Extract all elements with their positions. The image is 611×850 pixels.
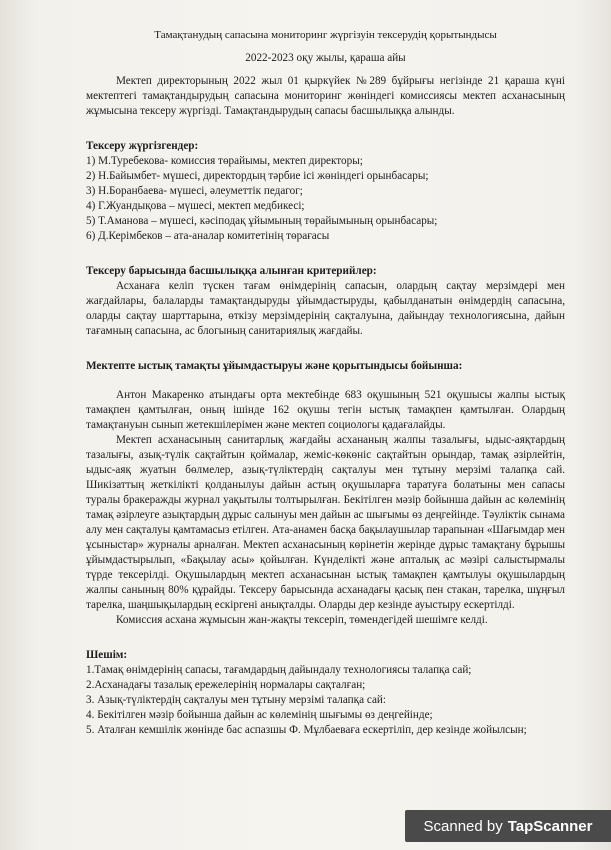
inspector-item: 6) Д.Керімбеков – ата-аналар комитетінің төрағасы	[86, 230, 330, 242]
sanitary-paragraph: Мектеп асханасының санитарлық жағдайы асхананың жалпы тазалығы, ыдыс-аяқтардың тазалығы, азық-түлік сақтайтын қоймалар, жеміс-көкөніс сақтайтын орындар, тамақ әзірлейтін, ыдыс-аяқ жуатын бөлмелер, азық-түліктердің сақталуы мен тұтыну мерзімі талапқа сай. Шикізаттың жеткілікті қолданылуы дайын астың оқушыларға таратуға болатыны мен сапасы туралы бракеражды журнал уақытылы толтырылған. Бекітілген мәзір бойынша дайын ас көлемінің тамақ әзірлеуге азықтардың дұрыс салынуы мен дайын ас шығымы өз деңгейінде. Тәуліктік сынама алу мен сақталуы қамтамасыз етілген. Ата-анамен басқа бақылаушылар тарапынан «Шағымдар мен ұсыныстар» журналы арналған. Мектеп асханасының көрінетін жерінде дұрыс тамақтану бұрышы ұйымдастырылып, «Бақылау асы» қойылған. Күнделікті және апталық ас мәзірі салыстырмалы түрде тексерілді. Оқушылардың мектеп асханасынан ыстық тамақпен қамтылуы оқушылардың жалпы санының 80% құрайды. Тексеру барысында асханадағы қасық пен стакан, тарелка, шұңғыл тарелка, шаңшықылардың ескіргені анықталды. Оларды дер кезінде ауыстыру ескертілді.	[86, 434, 565, 611]
decision-list	[86, 663, 565, 738]
decision-item: 5. Аталған кемшілік жөнінде бас аспазшы Ф. Мұлбаеваға ескертіліп, дер кезінде жойылсын;	[86, 724, 527, 736]
decision-item: 4. Бекітілген мәзір бойынша дайын ас көлемінің шығымы өз деңгейінде;	[86, 709, 433, 721]
decision-item: 2.Асханадағы тазалық ережелерінің нормалары сақталған;	[86, 679, 366, 691]
document-title: Тамақтанудың сапасына мониторинг жүргізуін тексерудің қорытындысы	[154, 29, 497, 41]
watermark-brand: TapScanner	[507, 817, 593, 835]
inspector-item: 2) Н.Байымбет- мүшесі, директордың тәрбие ісі жөніндегі орынбасары;	[86, 170, 429, 182]
commission-paragraph: Комиссия асхана жұмысын жан-жақты тексеріп, төмендегідей шешімге келді.	[116, 614, 488, 626]
watermark-prefix: Scanned by	[423, 817, 503, 835]
intro-paragraph: Мектеп директорының 2022 жыл 01 қыркүйек №289 бұйрығы негізінде 21 қараша күні мектептегі тамақтандырудың сапасына мониторинг жөніндегі комиссиясы мектеп асханасының жұмысына тексеру жүргізді. Тамақтандырудың сапасы басшылыққа алынды.	[86, 75, 565, 117]
inspectors-list	[86, 154, 565, 244]
inspector-item: 1) М.Туребекова- комиссия төрайымы, мектеп директоры;	[86, 155, 363, 167]
enrollment-paragraph: Антон Макаренко атындағы орта мектебінде 683 оқушының 521 оқушысы жалпы ыстық тамақпен қамтылған, оның ішінде 162 оқушы тегін ыстық тамақпен қамтылған. Олардың тамақтануын сынып жетекшілерімен және мектеп социологы қадағалайды.	[86, 389, 565, 431]
decision-item: 3. Азық-түліктердің сақталуы мен тұтыну мерзімі талапқа сай:	[86, 694, 387, 706]
decision-heading: Шешім:	[86, 649, 128, 661]
inspectors-heading: Тексеру жүргізгендер:	[86, 140, 199, 152]
decision-item: 1.Тамақ өнімдерінің сапасы, тағамдардың дайындалу технологиясы талапқа сай;	[86, 664, 472, 676]
hot-meal-heading: Мектепте ыстық тамақты ұйымдастыруы және қорытындысы бойынша:	[86, 360, 463, 372]
scanner-watermark	[405, 810, 611, 842]
criteria-heading: Тексеру барысында басшылыққа алынған критерийлер:	[86, 265, 377, 277]
inspector-item: 5) Т.Аманова – мүшесі, кәсіподақ ұйымының төрайымының орынбасары;	[86, 215, 438, 227]
document-subtitle: 2022-2023 оқу жылы, қараша айы	[245, 52, 406, 64]
inspector-item: 4) Г.Жуандықова – мүшесі, мектеп медбикесі;	[86, 200, 305, 212]
inspector-item: 3) Н.Боранбаева- мүшесі, әлеуметтік педагог;	[86, 185, 303, 197]
criteria-paragraph: Асханаға келіп түскен тағам өнімдерінің сапасын, олардың сақтау мерзімдері мен жағдайлары, балаларды тамақтандыруды ұйымдастыруды, қабылданатын өнімдердің сапасына, оларды сақтау шарттарына, өткізу мерзімдерінің сақталуына, дайындау технологиясына, дайын тағамның сапасына, ас блогының санитариялық жағдайы.	[86, 280, 565, 337]
